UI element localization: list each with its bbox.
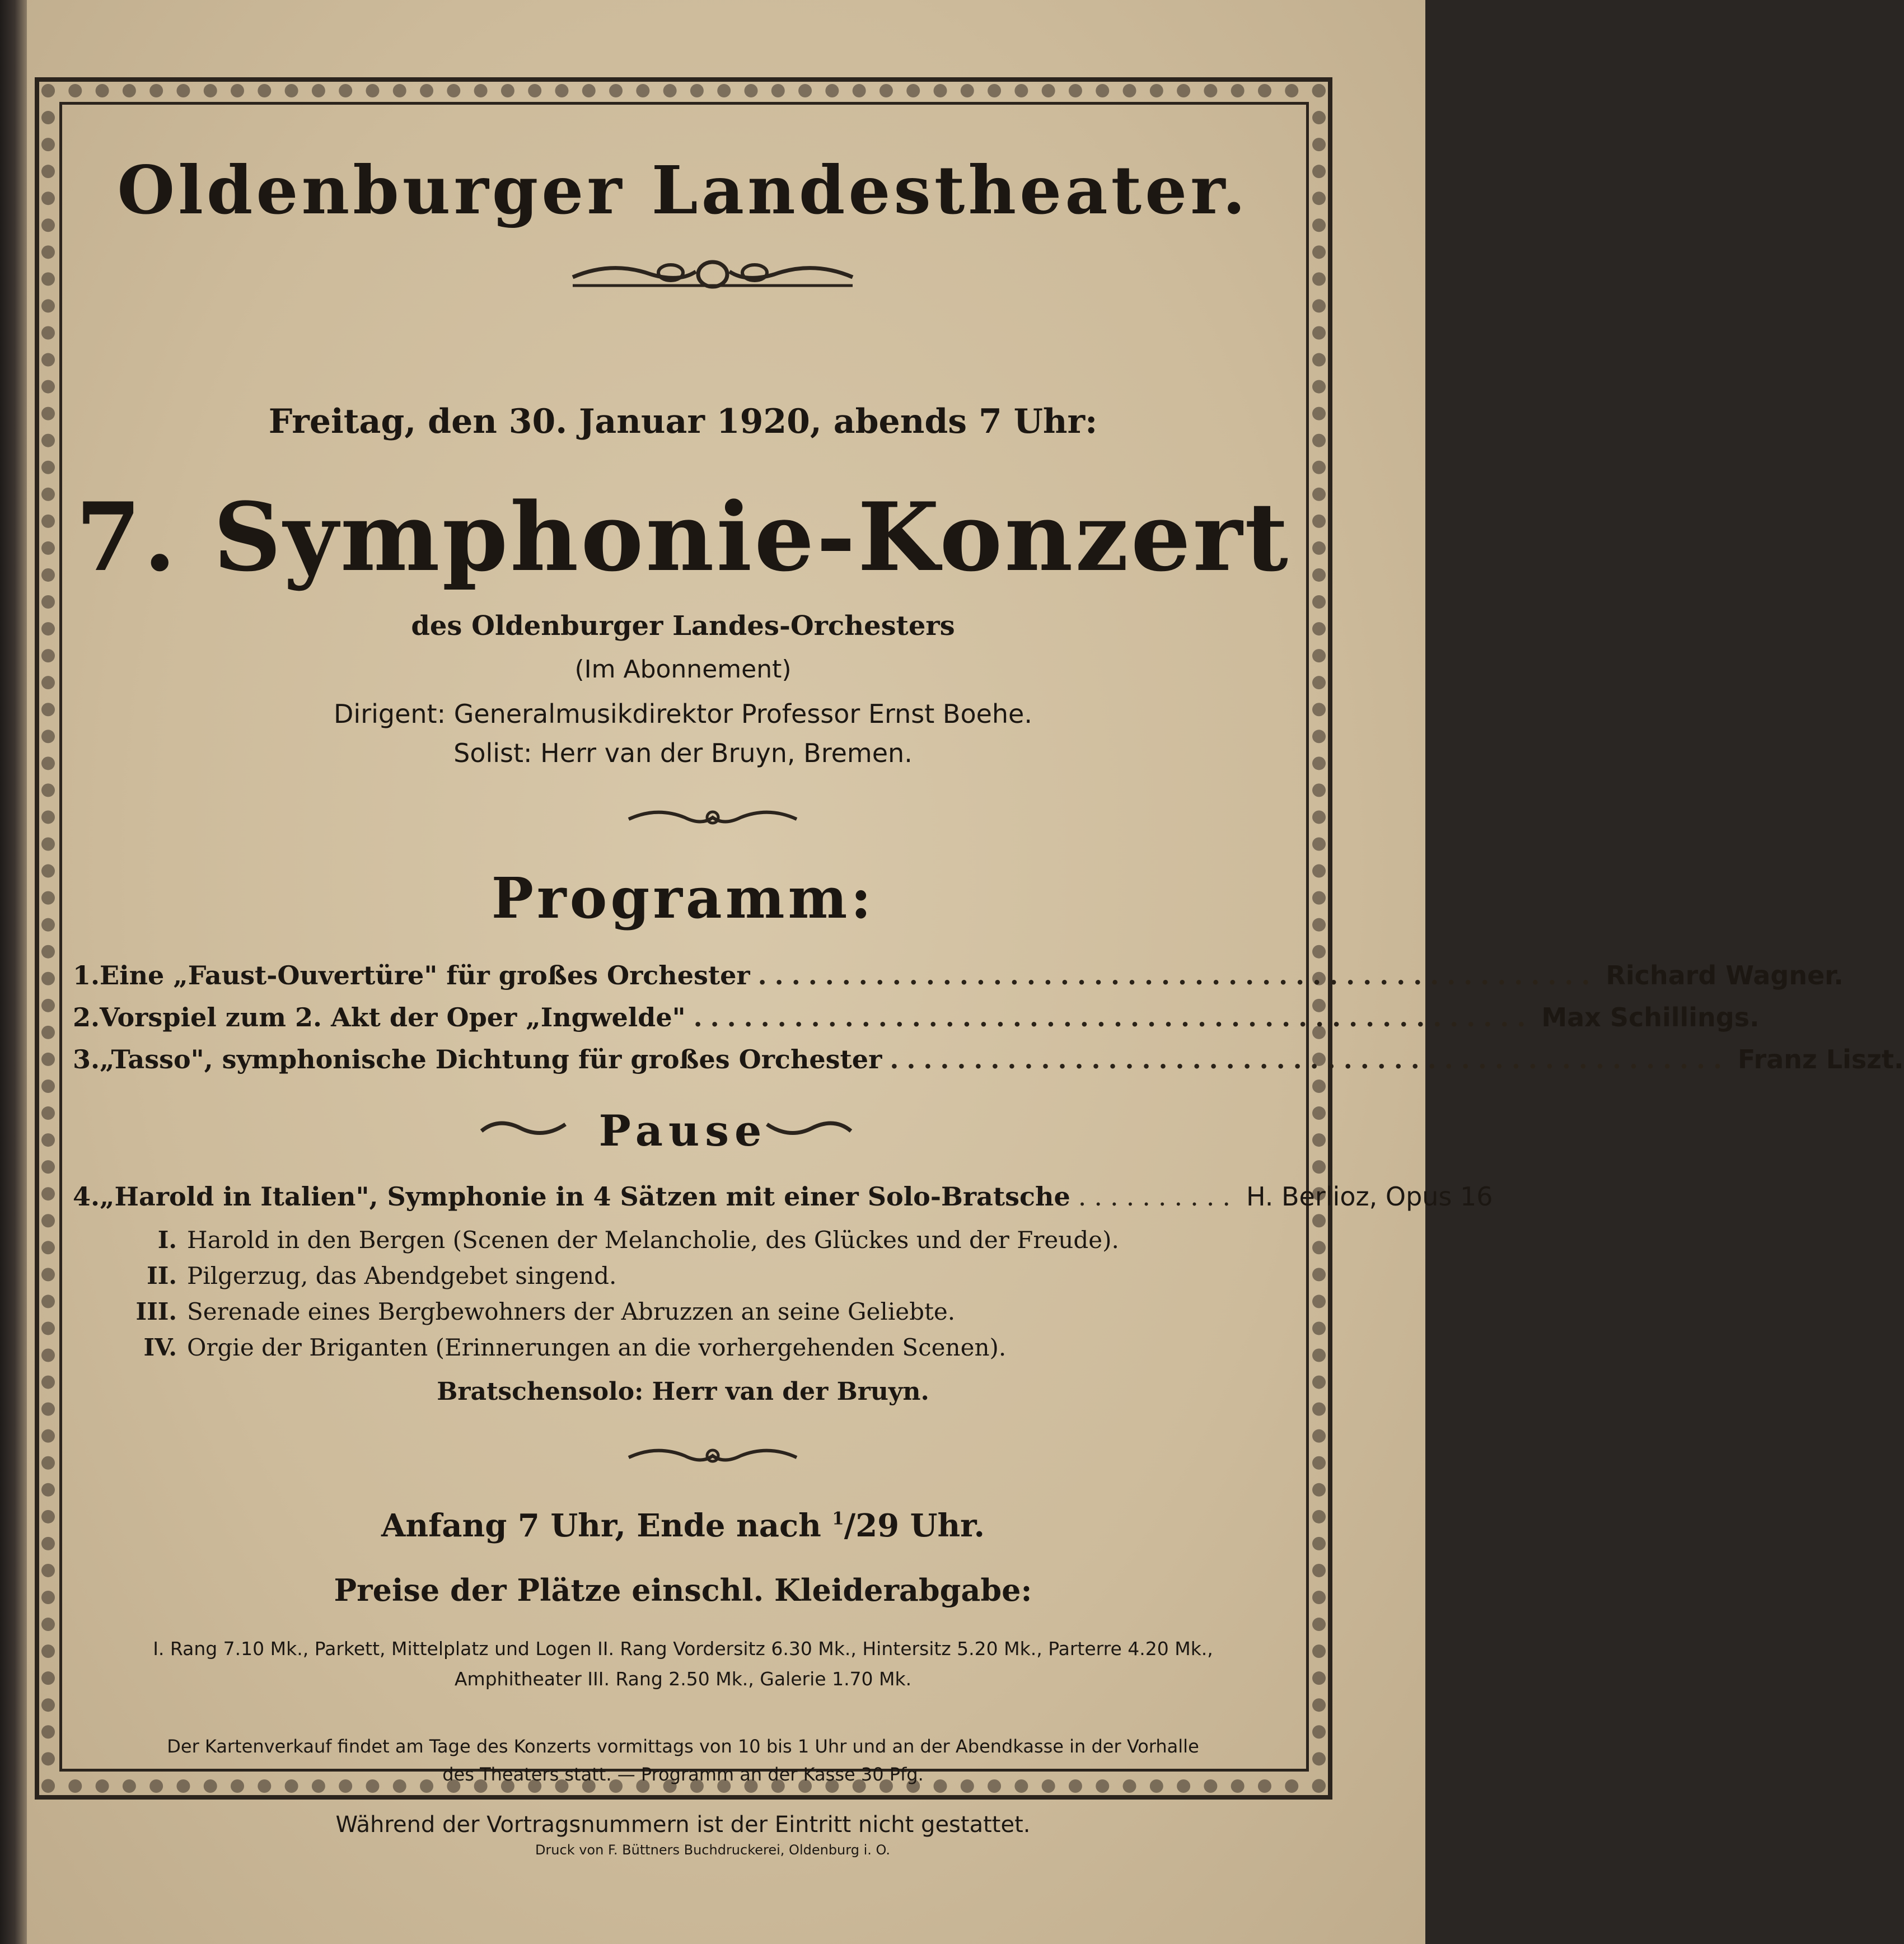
pause-label: Pause bbox=[598, 1106, 768, 1156]
conductor-line: Dirigent: Generalmusikdirektor Professor Ernst Boehe. bbox=[334, 699, 1032, 729]
theater-title: Oldenburger Landestheater. bbox=[117, 151, 1249, 229]
time-start: Anfang 7 Uhr, Ende nach bbox=[381, 1507, 832, 1544]
movement-numeral: IV. bbox=[143, 1334, 177, 1361]
program-item bbox=[73, 1002, 1760, 1038]
movement-text: Orgie der Briganten (Erinnerungen an die vorhergehenden Scenen). bbox=[187, 1334, 1007, 1361]
concert-title: 7. Symphonie-Konzert bbox=[76, 482, 1290, 592]
item-work: „Tasso", symphonische Dichtung für großes Orchester bbox=[100, 1044, 882, 1074]
sale-line: des Theaters statt. — Programm an der Kasse 30 Pfg. bbox=[442, 1764, 924, 1785]
time-end: 9 Uhr. bbox=[877, 1507, 985, 1544]
printer-credit: Druck von F. Büttners Buchdruckerei, Oldenburg i. O. bbox=[535, 1842, 891, 1858]
movement-line bbox=[123, 1226, 1119, 1254]
time-fraction-numerator: 1 bbox=[832, 1508, 844, 1529]
leader-dots: .................................................. bbox=[693, 1002, 1534, 1032]
ticket-sale-text bbox=[73, 1732, 1293, 1788]
entry-note: Während der Vortragsnummern ist der Eintritt nicht gestattet. bbox=[335, 1812, 1031, 1838]
prices-line: I. Rang 7.10 Mk., Parkett, Mittelplatz und Logen II. Rang Vordersitz 6.30 Mk., Hintersitz 5.20 Mk., Parterre 4.20 Mk., bbox=[153, 1638, 1213, 1660]
program-item bbox=[73, 1044, 1904, 1080]
program-item bbox=[73, 1181, 1493, 1217]
movement-line bbox=[123, 1262, 616, 1289]
time-fraction-denominator: 2 bbox=[855, 1507, 878, 1544]
item-composer: H. Berlioz, Opus 16 bbox=[1246, 1181, 1493, 1212]
ornament-divider-bottom bbox=[623, 1442, 802, 1470]
abonnement-line: (Im Abonnement) bbox=[574, 655, 792, 684]
item-composer: Max Schillings. bbox=[1541, 1002, 1760, 1032]
leader-dots: .................................................. bbox=[890, 1044, 1730, 1074]
item-number: 4. bbox=[73, 1181, 100, 1212]
binding-gutter bbox=[0, 0, 27, 1944]
leader-dots: .......... bbox=[1078, 1181, 1238, 1212]
program-item bbox=[73, 960, 1844, 996]
item-composer: Richard Wagner. bbox=[1606, 960, 1844, 990]
pause-ornament-right bbox=[761, 1114, 857, 1142]
item-number: 1. bbox=[73, 960, 100, 990]
ornament-divider-top bbox=[567, 255, 858, 294]
orchestra-line: des Oldenburger Landes-Orchesters bbox=[411, 610, 955, 642]
prices-text bbox=[73, 1634, 1293, 1694]
item-composer: Franz Liszt. bbox=[1738, 1044, 1904, 1074]
item-work: „Harold in Italien", Symphonie in 4 Sätzen mit einer Solo-Bratsche bbox=[100, 1181, 1070, 1212]
item-number: 3. bbox=[73, 1044, 100, 1074]
movement-numeral: I. bbox=[157, 1226, 177, 1254]
time-line: Anfang 7 Uhr, Ende nach $^1$/29 Uhr. bbox=[381, 1507, 985, 1544]
prices-line: Amphitheater III. Rang 2.50 Mk., Galerie 1.70 Mk. bbox=[454, 1668, 912, 1690]
movement-text: Pilgerzug, das Abendgebet singend. bbox=[187, 1262, 617, 1289]
item-work: Vorspiel zum 2. Akt der Oper „Ingwelde" bbox=[100, 1002, 686, 1032]
date-line: Freitag, den 30. Januar 1920, abends 7 Uhr: bbox=[268, 402, 1098, 441]
item-number: 2. bbox=[73, 1002, 100, 1032]
soloist-line: Solist: Herr van der Bruyn, Bremen. bbox=[453, 738, 913, 768]
item-work: Eine „Faust-Ouvertüre" für großes Orchester bbox=[100, 960, 750, 990]
sale-line: Der Kartenverkauf findet am Tage des Konzerts vormittags von 10 bis 1 Uhr und an der Abendkasse in der Vorhalle bbox=[167, 1736, 1199, 1757]
movement-line bbox=[123, 1298, 955, 1325]
movement-numeral: II. bbox=[147, 1262, 177, 1289]
viola-solo-line: Bratschensolo: Herr van der Bruyn. bbox=[437, 1377, 929, 1406]
ornament-divider-middle bbox=[623, 803, 802, 831]
movement-numeral: III. bbox=[135, 1298, 177, 1325]
movement-text: Serenade eines Bergbewohners der Abruzzen an seine Geliebte. bbox=[187, 1298, 956, 1325]
leader-dots: .................................................. bbox=[757, 960, 1598, 990]
movement-text: Harold in den Bergen (Scenen der Melancholie, des Glückes und der Freude). bbox=[187, 1226, 1119, 1254]
movement-line bbox=[123, 1334, 1006, 1361]
prices-heading: Preise der Plätze einschl. Kleiderabgabe: bbox=[334, 1572, 1032, 1608]
program-heading: Programm: bbox=[491, 865, 875, 931]
